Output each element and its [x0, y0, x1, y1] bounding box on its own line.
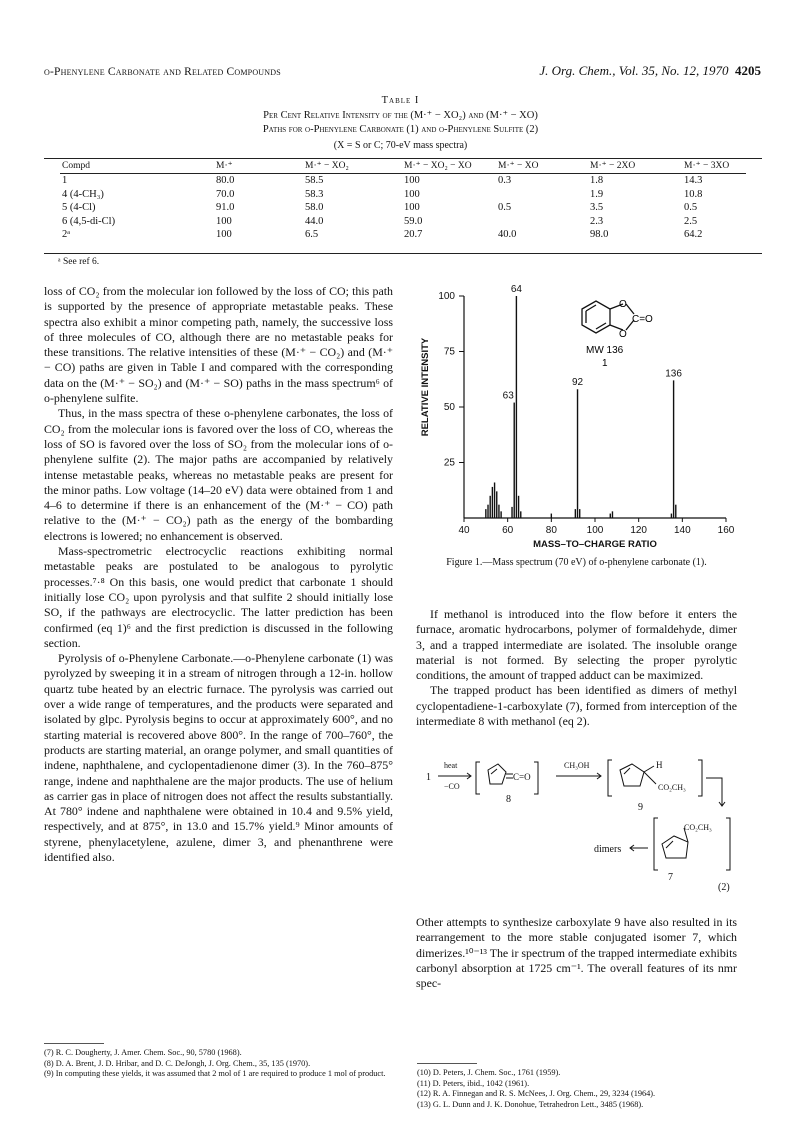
table-cell: 20.7	[404, 229, 423, 241]
table-cell: 0.3	[498, 175, 512, 187]
dimers-label: dimers	[594, 844, 622, 855]
reference: (9) In computing these yields, it was assumed that 2 mol of 1 are required to produce 1 mol of product.	[44, 1069, 386, 1079]
col-header: M·⁺	[216, 161, 233, 171]
col-header: M·⁺ − 2XO	[590, 161, 636, 171]
table-cell: 40.0	[498, 229, 517, 241]
paragraph: loss of CO₂ from the molecular ion followed by the loss of CO; this path is supported by the presence of appropriate metastable peaks. These spectra also exhibit a minor competing path, namely, the successive loss of three molecules of CO, although there are no metastable peaks for these transitions. The relative intensities of these (M·⁺ − CO₂) and (M·⁺ − CO) paths are given in Table I and compared with the corresponding data on the (M·⁺ − SO₂) and (M·⁺ − SO) paths in the mass spectrum⁶ of o-phenylene sulfite.	[44, 284, 393, 406]
reference: (10) D. Peters, J. Chem. Soc., 1761 (1959).	[417, 1068, 561, 1077]
table-caption-line: Paths for o-Phenylene Carbonate (1) and o-Phenylene Sulfite (2)	[262, 124, 539, 135]
table-cell: 1	[62, 175, 68, 187]
table-cell: 58.5	[305, 175, 324, 187]
running-head-journal	[539, 63, 761, 79]
equation-number: (2)	[718, 882, 730, 893]
table-cell: 2.5	[684, 215, 698, 227]
table-cell: 4 (4-CH₃)	[62, 188, 104, 200]
y-tick-label: 75	[443, 346, 455, 358]
compound-number: 1	[602, 358, 608, 369]
methanol-label: CH₃OH	[564, 761, 590, 770]
table-cell: 58.3	[305, 188, 324, 200]
paragraph: The trapped product has been identified as dimers of methyl cyclopentadiene-1-carboxylate (7), formed from interception of the intermediate 8 with methanol (eq 2).	[416, 683, 737, 729]
footnote-rule	[44, 1043, 104, 1044]
table-cell: 64.2	[684, 229, 703, 241]
journal-citation: J. Org. Chem., Vol. 35, No. 12, 1970	[539, 63, 729, 78]
table-cell: 58.0	[305, 202, 324, 214]
table-cell: 100	[404, 188, 420, 200]
col-header: Compd	[62, 161, 90, 171]
peak-label: 64	[510, 284, 522, 295]
table-top-rule	[44, 158, 762, 159]
table-bottom-rule	[44, 253, 762, 254]
reference: (8) D. A. Brent, J. D. Hribar, and D. C. DeJongh, J. Org. Chem., 35, 135 (1970).	[44, 1058, 311, 1068]
table-header-row	[60, 160, 746, 174]
table-cell: 98.0	[590, 229, 609, 241]
ketene-group-label: C=O	[513, 772, 531, 782]
table-cell: 10.8	[684, 188, 703, 200]
peak-label: 63	[502, 390, 514, 402]
references-left	[44, 1048, 396, 1080]
final-compound-label: 7	[668, 872, 673, 883]
table-cell: 2ᵃ	[62, 229, 71, 241]
product-label: 9	[638, 802, 643, 813]
table-row	[60, 201, 746, 215]
table-cell: 70.0	[216, 188, 235, 200]
paragraph: If methanol is introduced into the flow before it enters the furnace, aromatic hydrocarbons, polymer of formaldehyde, dimer 3, and a trapped intermediate are isolated. The insoluble orange material is not formed. By selecting the proper pyrolytic conditions, the amount of trapped adduct can be maximized.	[416, 607, 737, 683]
table-cell: 100	[404, 175, 420, 187]
table-cell: 1.8	[590, 175, 604, 187]
table-title: Table I	[381, 95, 420, 106]
page-number: 4205	[735, 63, 761, 78]
y-tick-label: 50	[443, 402, 455, 413]
right-column-text	[416, 607, 737, 729]
mass-spectrum-chart	[416, 282, 746, 550]
molecular-weight-label: MW 136	[586, 345, 624, 356]
table-cell: 6 (4,5-di-Cl)	[62, 215, 116, 227]
reference: (11) D. Peters, ibid., 1042 (1961).	[417, 1078, 530, 1088]
table-cell: 59.0	[404, 215, 423, 227]
oxygen-label: O	[619, 299, 627, 310]
peak-label: 136	[665, 368, 682, 380]
references-right	[417, 1068, 747, 1110]
figure-caption: Figure 1.—Mass spectrum (70 eV) of o-phenylene carbonate (1).	[446, 557, 707, 568]
reference: (13) G. L. Dunn and J. K. Donohue, Tetrahedron Lett., 3485 (1968).	[417, 1099, 644, 1109]
table-cell: 100	[216, 229, 232, 241]
table-cell: 3.5	[590, 202, 604, 214]
table-row	[60, 228, 746, 242]
table-cell: 100	[216, 215, 232, 227]
reaction-scheme	[416, 758, 746, 908]
ester-group-label: CO₂CH₃	[658, 783, 686, 792]
running-head-title: o-Phenylene Carbonate and Related Compounds	[44, 66, 281, 78]
table-subtitle: (X = S or C; 70-eV mass spectra)	[333, 140, 468, 151]
paragraph: Pyrolysis of o-Phenylene Carbonate.—o-Phenylene carbonate (1) was pyrolyzed by sweeping it in a stream of nitrogen through a 12-in. hollow quartz tube heated by an electric furnace. The pyrolysis was carried out over a wide range of temperatures, and the products were separated and isolated by glpc. Pyrolysis begins to occur at approximately 600°, and no starting material is recovered above 800°. In the range of 700–760°, the products are starting material, an orange polymer, and small quantities of indene, naphthalene, and cyclopentadienone dimer (3). In the 760–875° range, indene and naphthalene are the major products. The use of helium as carrier gas in place of nitrogen does not affect the results substantially. At 780° indene and naphthalene were obtained in 10.4 and 9.5% yield, respectively, and at 875°, in 13.0 and 15.7% yield.⁹ Minor amounts of styrene, phenylacetylene, azulene, dimer 3, and phenanthrene were identified also.	[44, 651, 393, 864]
x-tick-label: 100	[586, 525, 604, 536]
ester-group-label: CO₂CH₃	[684, 823, 712, 832]
hydrogen-label: H	[656, 760, 663, 770]
table-cell: 80.0	[216, 175, 235, 187]
heat-label: heat	[444, 761, 458, 770]
col-header: M·⁺ − XO₂ − XO	[404, 161, 472, 171]
table-cell: 0.5	[684, 202, 698, 214]
minus-co-label: −CO	[444, 782, 460, 791]
table-cell: 0.5	[498, 202, 512, 214]
table-footnote: ᵃ See ref 6.	[58, 257, 100, 267]
table-cell: 5 (4-Cl)	[62, 202, 96, 214]
x-tick-label: 80	[545, 525, 557, 536]
oxygen-label: O	[619, 329, 627, 340]
col-header: M·⁺ − XO	[498, 161, 539, 171]
table-cell	[496, 215, 588, 229]
table-cell: 1.9	[590, 188, 604, 200]
paragraph: Mass-spectrometric electrocyclic reactions exhibiting normal metastable peaks are postulated to be analogous to pyrolytic processes.⁷·⁸ On this basis, one would predict that carbonate 1 should initially lose CO₂ upon pyrolysis and that sulfite 2 should initially lose SO, if the pathways are electrocyclic. The latter prediction has been confirmed (eq 1)⁶ and the first prediction is discussed in the following section.	[44, 544, 393, 650]
table-row	[60, 188, 746, 202]
table-cell: 91.0	[216, 202, 235, 214]
intensity-table	[60, 160, 746, 242]
intermediate-label: 8	[506, 794, 511, 805]
x-tick-label: 40	[458, 525, 470, 536]
col-header: M·⁺ − 3XO	[684, 161, 730, 171]
x-tick-label: 60	[502, 525, 514, 536]
table-cell: 14.3	[684, 175, 703, 187]
x-tick-label: 140	[673, 525, 691, 536]
x-tick-label: 120	[630, 525, 648, 536]
reference: (12) R. A. Finnegan and R. S. McNees, J. Org. Chem., 29, 3234 (1964).	[417, 1089, 656, 1099]
table-cell: 2.3	[590, 215, 604, 227]
table-cell	[496, 188, 588, 202]
paragraph: Thus, in the mass spectra of these o-phenylene carbonates, the loss of CO₂ from the molecular ions is favored over the loss of CO, whereas the loss of SO is favored over the loss of SO₂ from the molecular ions of o-phenylene sulfite (2). The major paths are accompanied by relatively intense metastable peaks, whereas no metastable peaks are present for the minor paths. Low voltage (14–20 eV) data were obtained from 1 and 4–6 to determine if there is an enhancement of the (M·⁺ − CO) path relative to the (M·⁺ − CO₂) path as the energy of the bombarding electrons is lowered; no enhancement is observed.	[44, 406, 393, 543]
footnote-rule	[417, 1063, 477, 1064]
carbonyl-label: C=O	[632, 314, 653, 325]
start-compound-label: 1	[426, 772, 431, 783]
x-axis-title: MASS–TO–CHARGE RATIO	[533, 539, 657, 550]
x-tick-label: 160	[717, 525, 735, 536]
y-axis-title: RELATIVE INTENSITY	[420, 337, 431, 437]
table-cell: 44.0	[305, 215, 324, 227]
table-row	[60, 174, 746, 188]
y-tick-label: 100	[438, 291, 455, 302]
table-cell: 6.5	[305, 229, 319, 241]
table-cell: 100	[404, 202, 420, 214]
col-header: M·⁺ − XO₂	[305, 161, 349, 171]
table-row	[60, 215, 746, 229]
left-column-text	[44, 284, 393, 865]
table-caption	[40, 109, 761, 137]
peak-label: 92	[571, 377, 584, 389]
table-caption-line: Per Cent Relative Intensity of the (M·⁺ − XO₂) and (M·⁺ − XO)	[263, 110, 538, 121]
reference: (7) R. C. Dougherty, J. Amer. Chem. Soc., 90, 5780 (1968).	[44, 1048, 242, 1057]
paragraph: Other attempts to synthesize carboxylate 9 have also resulted in its rearrangement to the more stable conjugated isomer 7, which dimerizes.¹⁰⁻¹³ The ir spectrum of the trapped intermediate exhibits carbonyl absorption at 1725 cm⁻¹. The overall features of its nmr spec-	[416, 915, 737, 991]
right-column-text-2	[416, 915, 737, 991]
y-tick-label: 25	[443, 457, 455, 469]
